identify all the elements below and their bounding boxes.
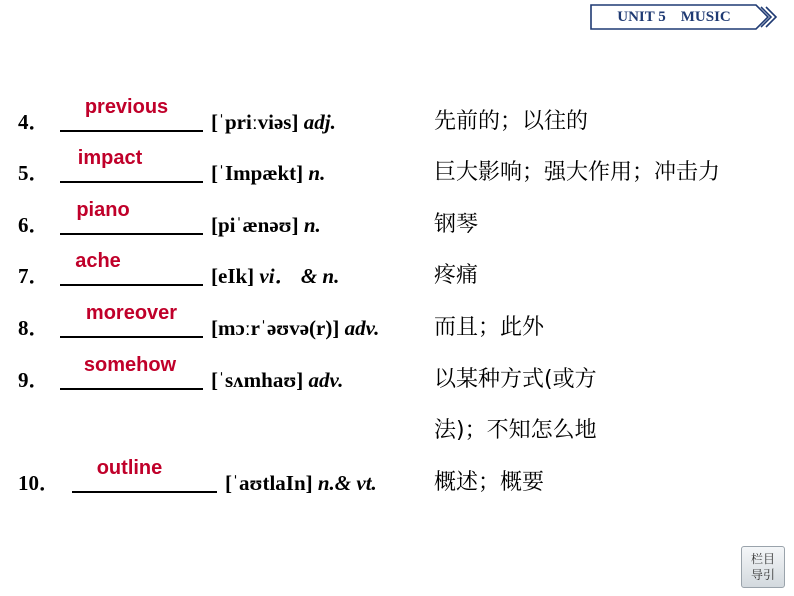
chinese-meaning: 巨大影响；强大作用；冲击力	[434, 160, 721, 185]
phonetic: [ˈpriːviəs]	[211, 110, 299, 134]
phonetic: [ˈaʊtlaIn]	[225, 471, 313, 495]
answer-blank	[72, 491, 217, 493]
item-number: 5．	[18, 161, 50, 185]
answer-word: moreover	[85, 302, 178, 324]
answer-blank	[60, 336, 203, 338]
vocab-row-9	[0, 354, 794, 398]
part-of-speech: n.	[308, 161, 326, 185]
chinese-meaning: 疼痛	[434, 263, 479, 288]
unit-header-tag	[590, 4, 778, 30]
chinese-meaning: 概述；概要	[434, 470, 545, 495]
answer-word: somehow	[83, 354, 177, 376]
answer-blank	[60, 130, 203, 132]
vocab-row-8	[0, 302, 794, 346]
item-number: 8．	[18, 316, 50, 340]
part-of-speech: vi． & n.	[259, 264, 340, 288]
answer-word: impact	[77, 147, 143, 169]
answer-word: previous	[84, 96, 169, 118]
part-of-speech: adj.	[303, 110, 336, 134]
phonetic: [eIk]	[211, 264, 255, 288]
answer-word: ache	[75, 250, 121, 272]
answer-word: piano	[76, 199, 130, 221]
nav-label-line2: 导引	[750, 568, 775, 582]
vocab-row-6	[0, 199, 794, 243]
phonetic: [ˈsʌmhaʊ]	[211, 368, 304, 392]
vocab-row-5	[0, 147, 794, 191]
part-of-speech: n.	[303, 213, 321, 237]
vocab-row-7	[0, 250, 794, 294]
item-number: 10．	[18, 471, 60, 495]
chinese-meaning: 而且；此外	[434, 315, 545, 340]
chinese-meaning: 先前的；以往的	[434, 109, 589, 134]
answer-word: outline	[96, 457, 163, 479]
part-of-speech: n.& vt.	[317, 471, 377, 495]
part-of-speech: adv.	[308, 368, 344, 392]
item-number: 7．	[18, 264, 50, 288]
vocab-row-10	[0, 457, 794, 501]
answer-blank	[60, 233, 203, 235]
item-number: 4．	[18, 110, 50, 134]
answer-blank	[60, 181, 203, 183]
section-nav-button[interactable]	[741, 546, 785, 588]
chinese-meaning: 以某种方式(或方	[434, 367, 597, 392]
item-number: 9．	[18, 368, 50, 392]
answer-blank	[60, 388, 203, 390]
vocab-row-4	[0, 96, 794, 140]
phonetic: [piˈænəʊ]	[211, 213, 299, 237]
chinese-meaning: 法)；不知怎么地	[434, 418, 597, 443]
vocab-row-9-continued	[0, 413, 794, 449]
nav-label-line1: 栏目	[750, 552, 775, 566]
answer-blank	[60, 284, 203, 286]
phonetic: [mɔːrˈəʊvə(r)]	[211, 316, 340, 340]
item-number: 6．	[18, 213, 50, 237]
part-of-speech: adv.	[344, 316, 380, 340]
chinese-meaning: 钢琴	[434, 212, 479, 237]
unit-label: UNIT 5 MUSIC	[617, 8, 731, 25]
phonetic: [ˈImpækt]	[211, 161, 304, 185]
